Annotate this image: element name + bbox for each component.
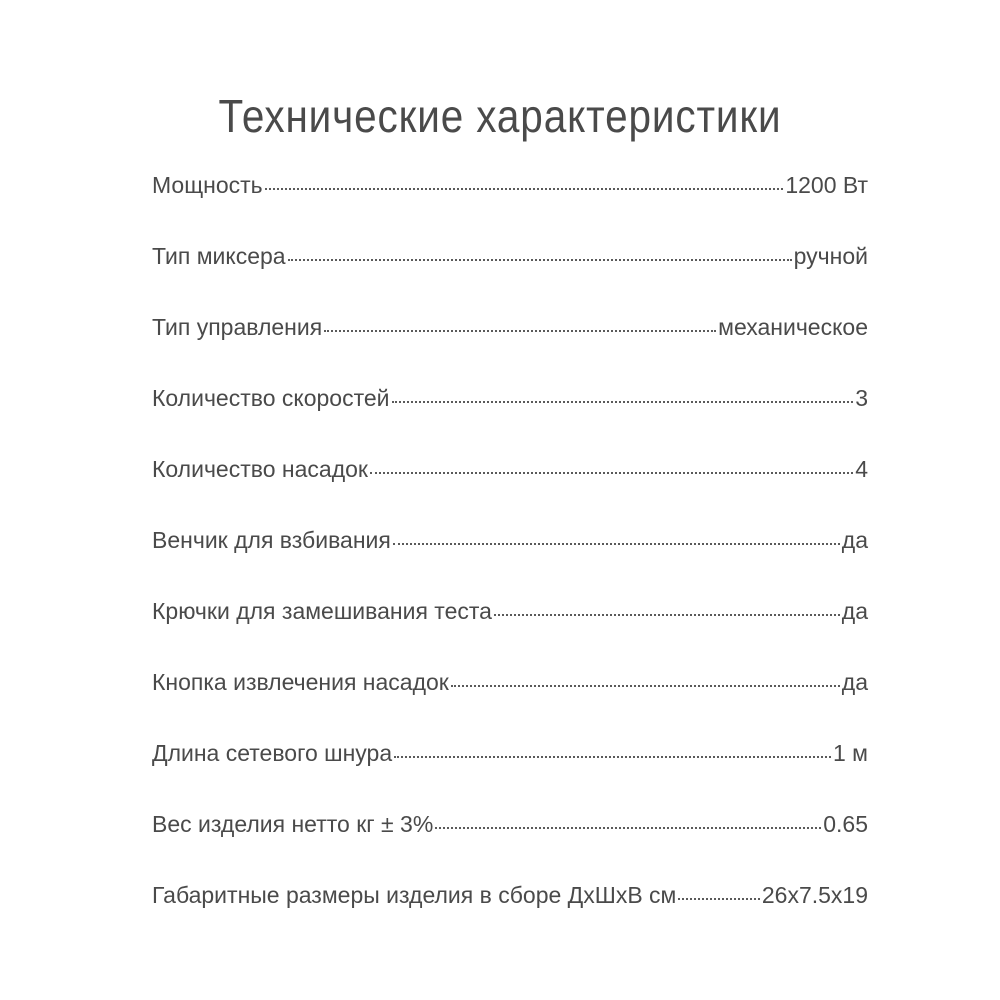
spec-row-cord-length bbox=[152, 740, 868, 811]
spec-value: да bbox=[841, 669, 868, 695]
spec-value: 26x7.5x19 bbox=[761, 882, 868, 908]
spec-row-control-type bbox=[152, 314, 868, 385]
spec-label: Количество скоростей bbox=[152, 385, 390, 411]
spec-value: 1200 Вт bbox=[785, 172, 868, 198]
leader-dots bbox=[435, 827, 821, 829]
leader-dots bbox=[392, 401, 854, 403]
leader-dots bbox=[370, 472, 853, 474]
spec-value: 3 bbox=[855, 385, 868, 411]
leader-dots bbox=[324, 330, 716, 332]
leader-dots bbox=[451, 685, 840, 687]
spec-label: Кнопка извлечения насадок bbox=[152, 669, 449, 695]
spec-label: Венчик для взбивания bbox=[152, 527, 391, 553]
spec-value: да bbox=[841, 527, 868, 553]
spec-value: 0.65 bbox=[823, 811, 868, 837]
leader-dots bbox=[394, 756, 831, 758]
spec-value: 1 м bbox=[833, 740, 868, 766]
leader-dots bbox=[288, 259, 792, 261]
spec-label: Мощность bbox=[152, 172, 263, 198]
spec-row-speeds bbox=[152, 385, 868, 456]
leader-dots bbox=[678, 898, 759, 900]
spec-label: Габаритные размеры изделия в сборе ДхШхВ см bbox=[152, 882, 677, 908]
spec-label: Количество насадок bbox=[152, 456, 368, 482]
leader-dots bbox=[494, 614, 840, 616]
page-title: Технические характеристики bbox=[218, 89, 782, 142]
spec-row-whisk bbox=[152, 527, 868, 598]
spec-list bbox=[152, 172, 868, 953]
spec-value: ручной bbox=[793, 243, 868, 269]
leader-dots bbox=[393, 543, 840, 545]
spec-row-dimensions bbox=[152, 882, 868, 953]
spec-label: Вес изделия нетто кг ± 3% bbox=[152, 811, 434, 837]
spec-label: Крючки для замешивания теста bbox=[152, 598, 492, 624]
spec-row-eject-button bbox=[152, 669, 868, 740]
spec-label: Тип миксера bbox=[152, 243, 286, 269]
spec-row-power bbox=[152, 172, 868, 243]
spec-value: механическое bbox=[718, 314, 868, 340]
spec-row-mixer-type bbox=[152, 243, 868, 314]
spec-row-attachments bbox=[152, 456, 868, 527]
spec-label: Тип управления bbox=[152, 314, 323, 340]
spec-row-dough-hooks bbox=[152, 598, 868, 669]
spec-row-net-weight bbox=[152, 811, 868, 882]
spec-value: 4 bbox=[855, 456, 868, 482]
spec-value: да bbox=[841, 598, 868, 624]
spec-label: Длина сетевого шнура bbox=[152, 740, 393, 766]
leader-dots bbox=[265, 188, 784, 190]
